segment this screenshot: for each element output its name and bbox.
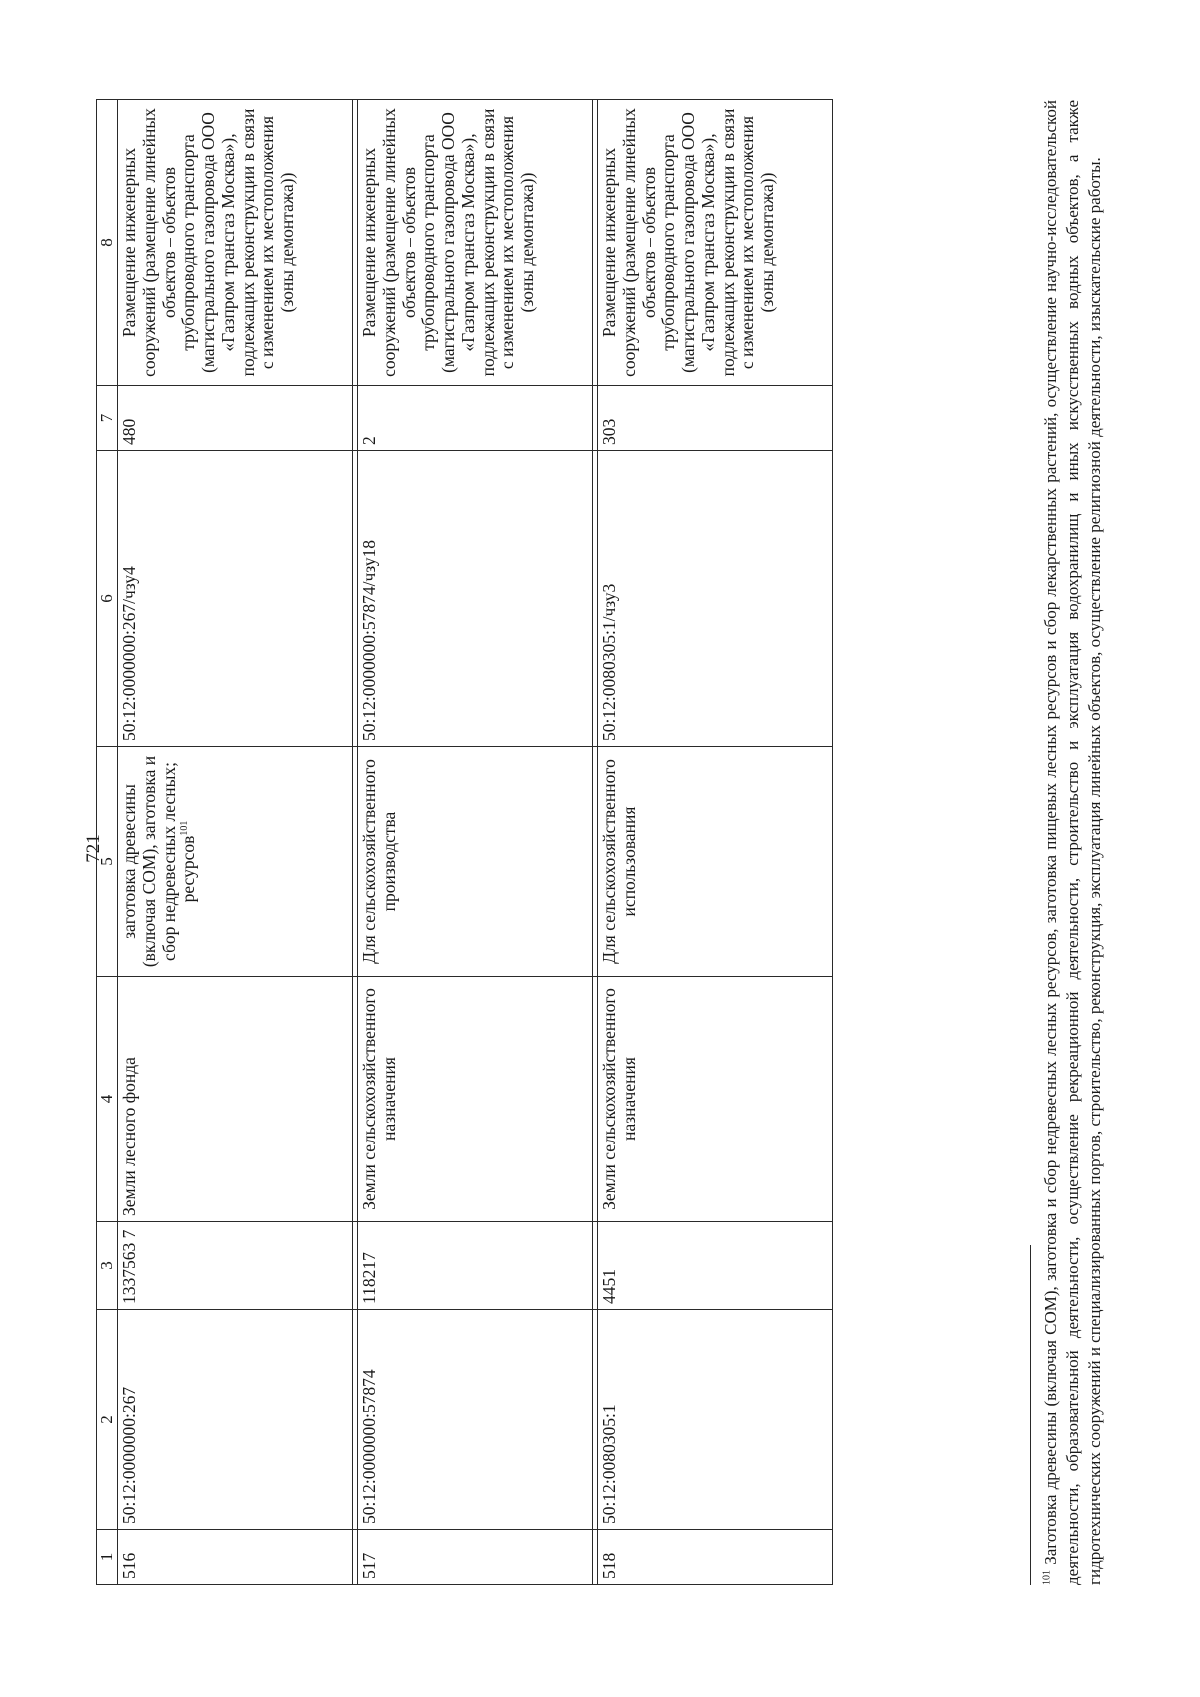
header-col-7: 7 — [97, 386, 118, 451]
header-col-8: 8 — [97, 100, 118, 386]
table-row — [358, 100, 593, 1585]
row-number: 516 — [118, 1530, 353, 1585]
row-number: 518 — [598, 1530, 833, 1585]
area: 118217 — [358, 1222, 593, 1310]
part-cadastral-number: 50:12:0000000:57874/чзу18 — [358, 451, 593, 747]
permitted-use-text: Для сельскохозяйственного производства — [359, 759, 399, 964]
area: 4451 — [598, 1222, 833, 1310]
permitted-use-text: заготовка древесины (включая СОМ), заготовка и сбор недревесных лесных; ресурсов — [119, 755, 199, 968]
permitted-use — [358, 747, 593, 977]
footnote-divider — [1030, 1245, 1031, 1585]
part-area: 2 — [358, 386, 593, 451]
part-cadastral-number: 50:12:0080305:1/чзу3 — [598, 451, 833, 747]
area: 1337563 7 — [118, 1222, 353, 1310]
footnote-ref: 101 — [179, 820, 191, 836]
land-category: Земли лесного фонда — [118, 977, 353, 1222]
permitted-use — [598, 747, 833, 977]
permitted-use-text: Для сельскохозяйственного использования — [599, 759, 639, 964]
table-row — [118, 100, 353, 1585]
land-category: Земли сельскохозяйственного назначения — [598, 977, 833, 1222]
cadastral-number: 50:12:0000000:267 — [118, 1310, 353, 1530]
header-col-2: 2 — [97, 1310, 118, 1530]
part-area: 303 — [598, 386, 833, 451]
header-row — [97, 100, 118, 1585]
permitted-use — [118, 747, 353, 977]
header-col-4: 4 — [97, 977, 118, 1222]
purpose: Размещение инженерных сооружений (размещение линейных объектов – объектов трубопроводного транспорта (магистрального газопровода ООО «Газпром трансгаз Москва»), подлежащих реконструкции в связи с изменением их местоположения (зоны демонтажа)) — [118, 100, 353, 386]
header-col-6: 6 — [97, 451, 118, 747]
land-category: Земли сельскохозяйственного назначения — [358, 977, 593, 1222]
header-col-5: 5 — [97, 747, 118, 977]
purpose: Размещение инженерных сооружений (размещение линейных объектов – объектов трубопроводного транспорта (магистрального газопровода ООО «Газпром трансгаз Москва»), подлежащих реконструкции в связи с изменением их местоположения (зоны демонтажа)) — [598, 100, 833, 386]
row-number: 517 — [358, 1530, 593, 1585]
footnote-text: Заготовка древесины (включая СОМ), заготовка и сбор недревесных лесных ресурсов, заготовка пищевых лесных ресурсов и сбор лекарственных растений, осуществление научно-исследовательской деятельности, образовательной деятельности, осуществление рекреационной деятельности, строительство и эксплуатация водохранилищ и иных искусственных водных объектов, а также гидротехнических сооружений и специализированных портов, строительство, реконструкция, эксплуатация линейных объектов, осуществление религиозной деятельности, изыскательские работы. — [1041, 99, 1105, 1585]
header-col-3: 3 — [97, 1222, 118, 1310]
part-area: 480 — [118, 386, 353, 451]
footnote — [1040, 100, 1106, 1585]
page-number: 721 — [83, 834, 104, 863]
footnote-marker: 101 — [1041, 1570, 1053, 1585]
table-row — [598, 100, 833, 1585]
cadastral-number: 50:12:0000000:57874 — [358, 1310, 593, 1530]
part-cadastral-number: 50:12:0000000:267/чзу4 — [118, 451, 353, 747]
header-col-1: 1 — [97, 1530, 118, 1585]
cadastral-number: 50:12:0080305:1 — [598, 1310, 833, 1530]
land-registry-table — [96, 99, 833, 1585]
purpose: Размещение инженерных сооружений (размещение линейных объектов – объектов трубопроводного транспорта (магистрального газопровода ООО «Газпром трансгаз Москва»), подлежащих реконструкции в связи с изменением их местоположения (зоны демонтажа)) — [358, 100, 593, 386]
